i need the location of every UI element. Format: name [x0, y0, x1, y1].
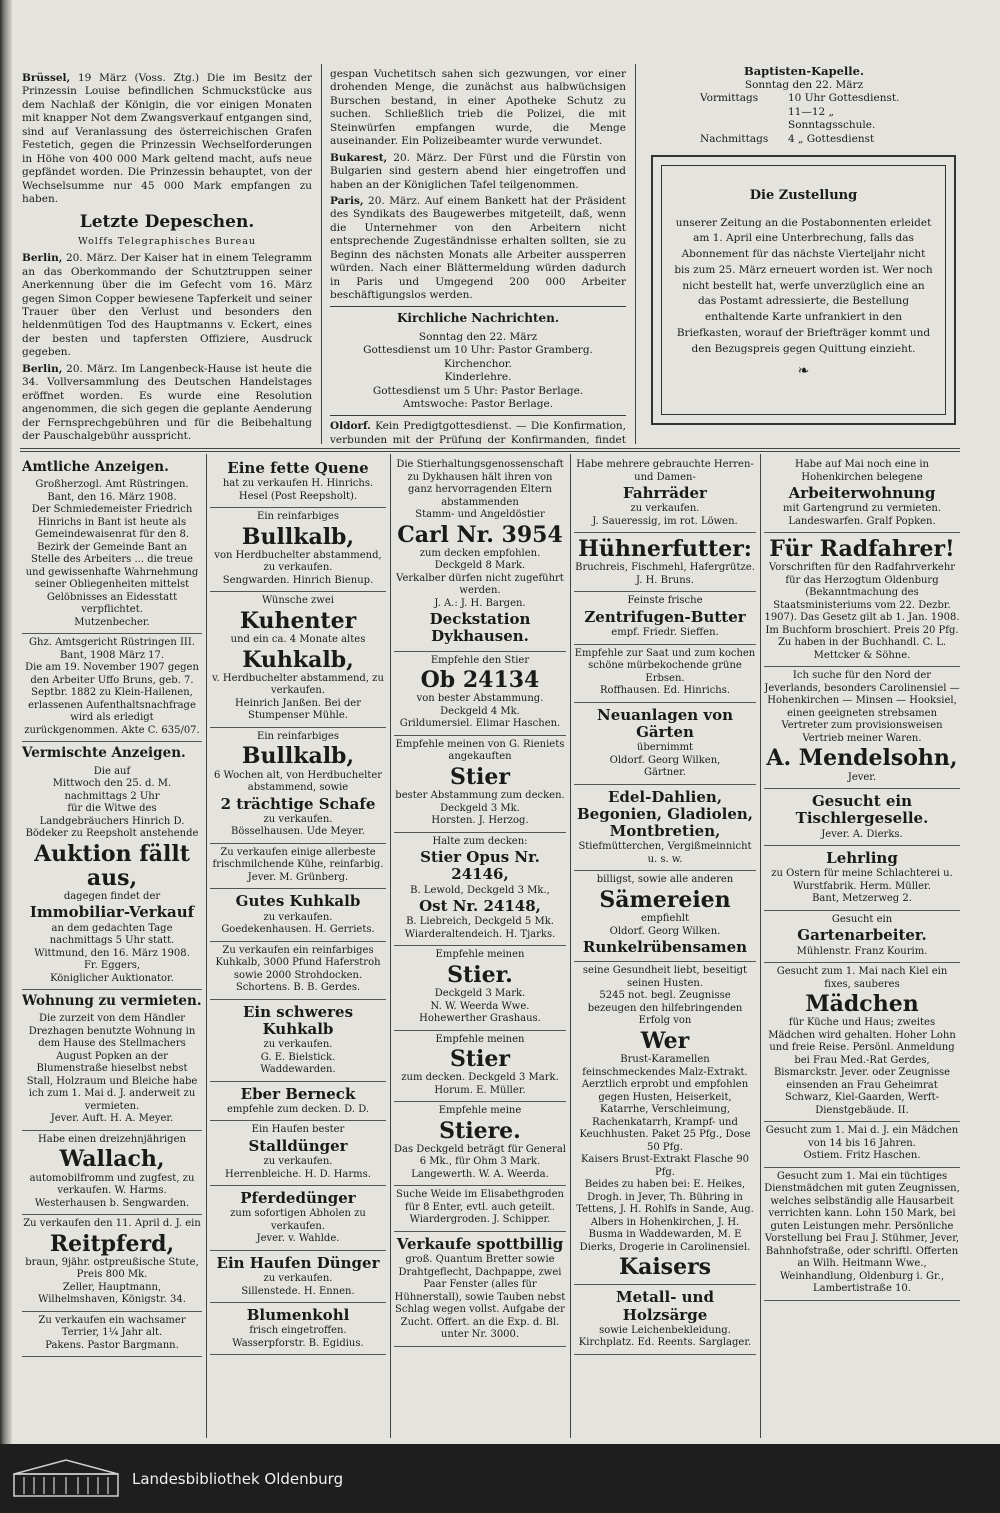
schedule-time-label: Vormittags	[700, 92, 759, 105]
ad-text-line: Brust-Karamellen	[620, 1054, 710, 1066]
dispatch-text: gespan Vuchetitsch sahen sich gezwungen, vor einer drohenden Menge, die zunächst aus halbwüchsigen Burschen bestand, in einer Apotheke Schutz zu suchen. Schließlich trieb die Polizei, die mit Steinwürfen empfangen wurde, die Menge auseinander. Ein Polizeibeamter wurde verwundet.	[330, 68, 626, 148]
ad-text-line: Großherzogl. Amt Rüstringen.	[35, 479, 189, 491]
ad-subheadline: Gutes Kuhkalb	[235, 892, 361, 911]
ad-text-line: Oldorf. Georg Wilken,	[609, 754, 721, 766]
column-rule	[635, 64, 636, 444]
ad-text-line: Der Schmiedemeister Friedrich Hinrichs in Bant ist heute als Gemeindewaisenrat für den 8. Bezirk der Gemeinde Bant an Stelle des Arbeiters ... die treue und gewissenhafte Wahrnehmung seiner Obliegenheiten mittelst Gelöbnisses an Eidesstatt verpflichtet.	[25, 504, 199, 616]
ad-text-line: braun, 9jähr. ostpreußische Stute, Preis 800 Mk.	[25, 1256, 199, 1281]
ad-block	[210, 942, 386, 1000]
ad-subheadline: Pferdedünger	[240, 1189, 356, 1207]
ad-text-line: zu Ostern für meine Schlachterei u. Wurstfabrik. Herm. Müller.	[771, 868, 953, 892]
footer-bar	[0, 1444, 1000, 1513]
ad-headline: Auktion fällt aus,	[34, 840, 190, 891]
dispatch-subheading: Wolffs Telegraphisches Bureau	[77, 236, 257, 248]
ad-block	[394, 652, 566, 736]
schedule-time-label	[700, 106, 788, 133]
ad-subheadline: Deckstation Dykhausen.	[429, 610, 531, 646]
ad-subheadline: Arbeiterwohnung	[788, 484, 936, 502]
dispatch-location: Berlin,	[22, 362, 63, 375]
ad-text-line: Wiarderaltendeich. H. Tjarks.	[404, 928, 556, 940]
ad-text-line: zu verkaufen.	[263, 1039, 333, 1050]
ad-text-line: Gärtner.	[644, 767, 686, 779]
news-paragraph	[22, 72, 312, 206]
ad-text-line: Ghz. Amtsgericht Rüstringen III.	[29, 637, 195, 649]
ad-text-line: Empfehle meinen von G. Rieniets angekauften	[395, 738, 565, 763]
ad-block	[394, 1102, 566, 1186]
delivery-notice-text: unserer Zeitung an die Postabonnenten erleidet am 1. April eine Unterbrechung, falls das Abonnement für das nächste Vierteljahr nicht bis zum 25. März erneuert worden ist. Wer noch nicht bestellt hat, werfe unverzüglich eine an das Postamt adressierte, die Bestellung enthaltende Karte unfrankiert in den Briefkasten, worauf der Briefträger kommt und den Bezugspreis gegen Quittung einzieht.	[674, 216, 933, 355]
ad-block	[394, 946, 566, 1030]
ad-block	[764, 1168, 960, 1301]
ad-text-line: Suche Weide im Elisabethgroden für 8 Enter, evtl. auch geteilt.	[396, 1189, 564, 1213]
dispatch-text: 19 März (Voss. Ztg.) Die im Besitz der Prinzessin Louise befindlichen Schmuckstücke aus dem Nachlaß der Königin, die vor einigen Monaten mit knapper Not dem Zwangsverkauf entgangen sind, sind auf Veranlassung des österreichischen Grafen Festetich, gegen die Prinzessin Wechselforderungen in Höhe von 400 000 Mark geltend macht, aufs neue gepfändet worden. Die Prinzessin behauptet, von der Wechselsumme nur 45 000 Mark empfangen zu haben.	[22, 72, 312, 205]
ad-block	[574, 871, 756, 962]
ad-text-line: Ich suche für den Nord der Jeverlands, besonders Carolinensiel — Hohenkirchen — Minsen — Hooksiel, einen geeigneten strebsamen Vertreter zum provisionsweisen Vertrieb meiner Waren.	[764, 670, 960, 744]
ad-text-line: groß. Quantum Bretter sowie Drahtgeflecht, Dachpappe, zwei Paar Fenster (alles für Hühnerstall), sowie Tauben nebst Schlag wegen vollst. Aufgabe der Zucht. Offert. an die Exp. d. Bl. unter Nr. 3000.	[394, 1254, 566, 1341]
dispatch-location: Paris,	[330, 194, 364, 207]
ad-text-line: Aerztlich erprobt und empfohlen gegen Husten, Heiserkeit, Katarrhe, Verschleimung, Rachenkatarrh, Krampf- und Keuchhusten. Paket 25 Pfg., Dose 50 Pfg.	[579, 1079, 751, 1153]
ad-text-line: Heinrich Janßen. Bei der Stumpenser Mühle.	[234, 697, 362, 722]
ad-text-line: Mühlenstr. Franz Kourim.	[796, 945, 928, 957]
ad-text-line: Jever. M. Grünberg.	[247, 871, 349, 883]
ad-text-line: und ein ca. 4 Monate altes	[230, 634, 366, 646]
dispatch-location: Berlin,	[22, 252, 63, 265]
ad-text-line: Bösselhausen. Ude Meyer.	[231, 826, 365, 838]
news-paragraph	[330, 68, 626, 149]
ad-block	[394, 456, 566, 652]
ad-subheadline: Stier Opus Nr. 24146,	[420, 848, 540, 884]
ad-text-line: J. H. Bruns.	[636, 574, 694, 586]
ad-text-line: empf. Friedr. Sieffen.	[611, 627, 719, 639]
ad-text-line: Hohewerther Grashaus.	[419, 1013, 541, 1024]
ad-block	[210, 1186, 386, 1251]
ad-block	[394, 1232, 566, 1347]
ad-headline: Stier	[450, 1046, 510, 1072]
ad-section-title: Vermischte Anzeigen.	[22, 745, 186, 762]
ad-headline: Bullkalb,	[241, 523, 355, 550]
ads-column-1	[22, 456, 202, 1436]
dispatch-heading: Letzte Depeschen.	[79, 212, 255, 233]
ad-text-line: Wiardergroden. J. Schipper.	[409, 1214, 551, 1226]
ad-text-line: Goedekenhausen. H. Gerriets.	[221, 924, 375, 935]
ad-block	[574, 592, 756, 644]
ad-text-line: Ostiem. Fritz Haschen.	[803, 1150, 921, 1162]
ad-text-line: für Küche und Haus; zweites Mädchen wird gehalten. Hoher Lohn und freie Reise. Persönl. Anmeldung bei Frau Med.-Rat Gerdes, Bismarckstr. Jever. oder Zeugnisse einsenden an Frau Geheimrat Schwarz, Kiel-Gaarden, Werft-Dienstgebäude. II.	[768, 1017, 956, 1116]
ad-block	[210, 1121, 386, 1186]
ad-text-line: hat zu verkaufen H. Hinrichs. Hesel (Post Reepsholt).	[222, 478, 374, 502]
ad-text-line: zum sofortigen Abholen zu verkaufen.	[230, 1208, 366, 1232]
ad-text-line: sowie Leichenbekleidung.	[599, 1324, 731, 1336]
ad-section-title: Wohnung zu vermieten.	[22, 993, 202, 1010]
ad-text-line: zum decken. Deckgeld 3 Mark.	[401, 1072, 559, 1084]
baptist-heading: Baptisten-Kapelle.	[744, 64, 864, 78]
ad-text-line: Ein reinfarbiges	[257, 511, 339, 523]
ad-text-line: Empfehle meine	[438, 1105, 522, 1117]
ads-column-5	[764, 456, 960, 1436]
ad-text-line: Kirchplatz. Ed. Reents. Sarglager.	[578, 1337, 752, 1349]
ad-text-line: mit Gartengrund zu vermieten.	[782, 503, 942, 515]
ad-text-line: Stamm- und Angeldöstier	[415, 509, 545, 520]
ad-text-line: Deckgeld 3 Mark.	[434, 988, 526, 999]
ad-text-line: Die Stierhaltungsgenossenschaft zu Dykhausen hält ihren von ganz hervorragenden Eltern abstammenden	[396, 459, 564, 508]
ad-text-line: Mutzenbecher.	[74, 616, 150, 628]
ad-subheadline: Eber Berneck	[240, 1084, 356, 1103]
schedule-event: 4 „ Gottesdienst	[788, 133, 875, 146]
dispatch-text: Kein Predigtgottesdienst. — Die Konfirmation, verbunden mit der Prüfung der Konfirmanden, findet	[330, 420, 626, 444]
column-rule	[321, 64, 322, 444]
ad-block	[394, 1031, 566, 1103]
ad-text-line: Habe auf Mai noch eine in Hohenkirchen belegene	[794, 459, 929, 483]
ad-block	[394, 1186, 566, 1232]
ad-block	[574, 1285, 756, 1355]
library-name: Landesbibliothek Oldenburg	[132, 1470, 344, 1488]
dispatch-location: Oldorf.	[330, 420, 371, 433]
column-rule	[570, 454, 571, 1438]
ad-text-line: Jever.	[847, 771, 877, 783]
ad-text-line: Jever. v. Wahlde.	[256, 1233, 340, 1245]
ad-text-line: zu verkaufen.	[263, 911, 333, 923]
ad-text-line: übernimmt	[636, 742, 694, 754]
church-line: Kinderlehre.	[444, 371, 512, 384]
ad-subheadline: Zentrifugen-Butter	[584, 607, 746, 626]
ad-text-line: Zu verkaufen einige allerbeste frischmilchende Kühe, reinfarbig.	[212, 846, 384, 871]
ad-subheadline: Metall- und Holzsärge	[616, 1288, 714, 1324]
ad-text-line: Zu verkaufen ein wachsamer Terrier, 1¼ Jahr alt.	[38, 1314, 186, 1339]
baptist-date: Sonntag den 22. März	[744, 78, 864, 91]
ad-text-line: G. E. Bielstick.	[260, 1051, 336, 1063]
ad-text-line: Waddewarden.	[260, 1064, 336, 1075]
ad-block	[574, 962, 756, 1285]
ad-block	[22, 742, 202, 990]
ad-text-line: Gesucht ein	[831, 913, 893, 925]
ad-headline: Ob 24134	[420, 667, 540, 694]
ad-text-line: Horum. E. Müller.	[434, 1084, 526, 1096]
ad-headline: Für Radfahrer!	[769, 536, 955, 563]
ad-text-line: Stiefmütterchen, Vergißmeinnicht u. s. w.	[578, 841, 752, 865]
ad-text-line: Empfehle zur Saat und zum kochen schöne mürbekochende grüne Erbsen.	[574, 647, 756, 684]
ad-headline: Hühnerfutter:	[578, 536, 752, 563]
dispatch-paragraph	[22, 363, 312, 444]
ad-text-line: 6 Wochen alt, von Herdbuchelter abstammend, sowie	[213, 769, 383, 793]
baptist-schedule	[648, 92, 960, 147]
ad-text-line: Empfehle den Stier	[430, 654, 530, 666]
ad-block	[764, 667, 960, 789]
ad-headline: Kuhenter	[239, 607, 357, 634]
ad-text-line: Habe mehrere gebrauchte Herren- und Damen-	[576, 459, 754, 483]
ad-block	[22, 1312, 202, 1358]
ad-text-line: feinschmeckendes Malz-Extrakt.	[582, 1066, 748, 1078]
divider	[330, 415, 626, 416]
ad-headline: A. Mendelsohn,	[766, 745, 958, 772]
ad-text-line: Empfehle meinen	[435, 949, 525, 961]
ad-block	[394, 833, 566, 947]
ads-column-4	[574, 456, 756, 1436]
ad-headline: Reitpferd,	[49, 1230, 175, 1257]
fleuron-icon: ❧	[797, 363, 810, 380]
ad-block	[210, 1303, 386, 1355]
page-binding-edge	[0, 0, 12, 1444]
ad-block	[22, 456, 202, 634]
ad-text-line: Zeller, Hauptmann, Wilhelmshaven, Königstr. 34.	[38, 1281, 186, 1306]
ad-text-line: Kaisers Brust-Extrakt Flasche 90 Pfg.	[581, 1154, 749, 1178]
ad-block	[210, 1082, 386, 1122]
ad-subheadline: Verkaufe spottbillig	[396, 1234, 564, 1253]
ad-block	[764, 533, 960, 667]
ad-block	[574, 785, 756, 872]
ad-text-line: Das Deckgeld beträgt für General 6 Mk., für Ohm 3 Mark.	[394, 1143, 566, 1168]
ad-text-line: Gesucht zum 1. Mai d. J. ein Mädchen von 14 bis 16 Jahren.	[765, 1125, 959, 1149]
delivery-notice-box	[651, 155, 956, 425]
ad-headline: Stier	[450, 763, 510, 790]
top-middle-column	[330, 68, 626, 444]
ad-text-line: zum decken empfohlen.	[419, 547, 541, 559]
ad-headline: Stier.	[447, 961, 513, 988]
ad-text-line: Empfehle meinen	[435, 1033, 525, 1045]
ad-block	[394, 736, 566, 833]
ad-block	[574, 703, 756, 785]
ad-text-line: Zu verkaufen ein reinfarbiges Kuhkalb, 3000 Pfund Haferstroh sowie 2000 Strohdocken.	[215, 944, 381, 981]
ad-text-line: Zu verkaufen den 11. April d. J. ein	[23, 1218, 201, 1230]
ad-text-line: Grildumersiel. Elimar Haschen.	[399, 718, 561, 730]
ad-block	[764, 789, 960, 846]
column-rule	[760, 454, 761, 1438]
ad-text-line: v. Herdbuchelter abstammend, zu verkaufen.	[212, 672, 384, 697]
ad-block	[210, 1000, 386, 1082]
ad-subheadline: 2 trächtige Schafe	[220, 794, 376, 813]
ad-block	[764, 963, 960, 1122]
ad-text-line: Bant, den 16. März 1908.	[47, 491, 177, 503]
ad-text-line: J. Saueressig, im rot. Löwen.	[592, 515, 738, 527]
ad-headline: Stiere.	[439, 1117, 521, 1144]
church-line: Kirchenchor.	[443, 357, 512, 370]
dispatch-location: Brüssel,	[22, 72, 71, 84]
ad-block	[22, 1215, 202, 1312]
ad-subheadline: Eine fette Quene	[227, 459, 369, 477]
ad-text-line: frisch eingetroffen.	[249, 1325, 347, 1337]
ad-subheadline: Fahrräder	[623, 484, 707, 502]
ad-text-line: billigst, sowie alle anderen	[596, 874, 734, 886]
ad-text-line: Bant, Metzerweg 2.	[812, 893, 912, 905]
ad-text-line: Wasserpforstr. B. Egidius.	[232, 1337, 364, 1349]
column-rule	[390, 454, 391, 1438]
ad-text-line: Gesucht zum 1. Mai nach Kiel ein fixes, sauberes	[776, 966, 948, 990]
ad-text-line: Bruchreis, Fischmehl, Hafergrütze.	[575, 562, 755, 574]
ad-text-line: seine Gesundheit liebt, beseitigt seinen Husten.	[582, 965, 748, 989]
ad-text-line: von bester Abstammung. Deckgeld 4 Mk.	[416, 693, 544, 717]
ad-headline: Bullkalb,	[241, 743, 355, 770]
ad-section-title: Amtliche Anzeigen.	[22, 459, 169, 475]
ad-headline: Carl Nr. 3954	[397, 521, 563, 548]
ad-text-line: B. Liebreich, Deckgeld 5 Mk.	[406, 916, 554, 928]
ad-text-line: Halte zum decken:	[432, 835, 528, 847]
dispatch-paragraph	[22, 252, 312, 360]
ad-text-line: zu verkaufen.	[263, 813, 333, 825]
ad-text-line: Habe einen dreizehnjährigen	[38, 1133, 186, 1145]
dispatch-text: 20. März. Der Kaiser hat in einem Telegramm an das Oberkommando der Schutztruppen seiner Anerkennung über die im Gefecht vom 16. März gegen Simon Copper bewiesene Tapferkeit und seiner Trauer über den Verlust und besonders den heldenmütigen Tod des Hauptmanns v. Eckert, eines der besten und tapfersten Offiziere, Ausdruck gegeben.	[22, 252, 312, 359]
ad-text-line: empfehle zum decken. D. D.	[226, 1103, 370, 1115]
ad-block	[22, 1131, 202, 1215]
ad-headline: Kuhkalb,	[242, 646, 354, 673]
ad-text-line: Wünsche zwei	[262, 595, 334, 607]
ad-text-line: zu verkaufen.	[263, 1273, 333, 1284]
ad-block	[210, 844, 386, 890]
ad-text-line: Deckgeld 8 Mark.	[434, 560, 526, 572]
ad-block	[764, 456, 960, 533]
ad-text-line: zu verkaufen.	[630, 503, 700, 515]
ad-text-line: Langewerth. W. A. Weerda.	[411, 1168, 549, 1180]
ad-block	[210, 889, 386, 941]
ad-text-line: bester Abstammung zum decken. Deckgeld 3 Mk.	[395, 790, 565, 814]
dispatch-text: 20. März. Im Langenbeck-Hause ist heute die 34. Vollversammlung des Deutschen Handelstages eröffnet worden. Es wurde eine Resolution angenommen, die sich gegen die geplante Aenderung der Fernsprechgebühren und für die Beibehaltung der Pauschalgebühr ausspricht.	[22, 362, 312, 442]
dispatch-location: Bukarest,	[330, 151, 388, 164]
ad-text-line: Jever. Auft. H. A. Meyer.	[50, 1113, 174, 1125]
ad-text-line: Bant, 1908 März 17.	[59, 649, 165, 661]
ad-subheadline: Edel-Dahlien, Begonien, Gladiolen, Montbretien,	[576, 787, 753, 841]
ad-block	[764, 1122, 960, 1168]
ad-block	[210, 508, 386, 592]
ad-headline: Kaisers	[618, 1254, 712, 1281]
ad-text-line: Herrenbleiche. H. D. Harms.	[225, 1168, 371, 1180]
ad-text-line: 5245 not. begl. Zeugnisse bezeugen den hilfebringenden Erfolg von	[587, 990, 743, 1027]
ad-text-line: Vorschriften für den Radfahrverkehr für das Herzogtum Oldenburg (Bekanntmachung des Staatsministeriums vom 22. Dezbr. 1907). Das Gesetz gilt ab 1. Jan. 1908. Im Buchform broschiert. Preis 20 Pfg. Zu haben in der Buchhandl. C. L. Mettcker & Söhne.	[764, 562, 960, 661]
church-line: Gottesdienst um 10 Uhr: Pastor Gramberg.	[363, 344, 593, 357]
ad-headline: Wer	[640, 1027, 690, 1054]
dispatch-text: 20. März. Der Fürst und die Fürstin von Bulgarien sind gestern abend hier eingetroffen und haben an der Königlichen Tafel teilgenommen.	[330, 151, 626, 191]
ad-subheadline: Ost Nr. 24148,	[419, 897, 541, 916]
ad-text-line: Verkalber dürfen nicht zugeführt werden.	[396, 572, 564, 597]
ad-text-line: von Herdbuchelter abstammend, zu verkaufen.	[214, 549, 382, 574]
ad-text-line: B. Lewold, Deckgeld 3 Mk.,	[410, 884, 550, 896]
ad-text-line: N. W. Weerda Wwe.	[430, 1000, 530, 1012]
ad-subheadline: Lehrling	[826, 849, 898, 868]
ad-block	[210, 456, 386, 508]
ad-subheadline: Stalldünger	[248, 1136, 348, 1155]
top-left-column	[22, 72, 312, 444]
ad-headline: Wallach,	[59, 1146, 165, 1173]
ad-block	[210, 592, 386, 727]
ad-block	[764, 911, 960, 963]
ad-headline: Mädchen	[805, 991, 919, 1018]
ad-text-line: an dem gedachten Tage nachmittags 5 Uhr statt.	[49, 922, 175, 947]
dispatch-text: 20. März. Auf einem Bankett hat der Präsident des Syndikats des Baugewerbes mitgeteilt, daß, wenn die Unternehmer von den Arbeitern nicht entsprechende Zugeständnisse erhalten sollten, sie zu Beginn des nächsten Monats alle Arbeiter aussperren würden. Nach einer Blättermeldung würden dadurch in Paris und Umgegend 200 000 Arbeiter beschäftigungslos werden.	[330, 194, 626, 301]
ad-block	[574, 645, 756, 703]
ad-block	[22, 634, 202, 742]
ad-text-line: Beides zu haben bei: E. Heikes, Drogh. in Jever, Th. Bühring in Tettens, J. H. Rohlfs in Sande, Aug. Albers in Hohenkirchen, J. H. Busma in Waddewarden, M. E Dierks, Drogerie in Carolinensiel.	[576, 1179, 754, 1253]
ad-subheadline: Neuanlagen von Gärten	[597, 705, 733, 741]
ad-block	[210, 1251, 386, 1303]
ad-text-line: Sillenstede. H. Ennen.	[241, 1285, 355, 1297]
ad-text-line: Mittwoch den 25. d. M. nachmittags 2 Uhr	[52, 778, 172, 802]
ad-text-line: Die auf	[93, 765, 131, 777]
ad-block	[764, 846, 960, 911]
ad-text-line: Ein Haufen bester	[251, 1124, 345, 1136]
ad-text-line: Gesucht zum 1. Mai ein tüchtiges Dienstmädchen mit guten Zeugnissen, welches selbständig alle Hausarbeit verrichten kann. Lohn 150 Mark, bei guten Leistungen mehr. Persönliche Vorstellung bei Frau J. Stühmer, Jever, Bahnhofstraße, oder schriftl. Offerten an Wilh. Heitmann Wwe., Weinhandlung, Oldenburg i. Gr., Lambertistraße 10.	[764, 1170, 960, 1295]
ad-text-line: zu verkaufen.	[263, 1156, 333, 1167]
ad-text-line: Ein reinfarbiges	[257, 730, 339, 742]
ad-text-line: empfiehlt	[640, 913, 690, 925]
ad-text-line: Pakens. Pastor Bargmann.	[45, 1339, 179, 1351]
ad-text-line: automobilfromm und zugfest, zu verkaufen. W. Harms. Westerhausen b. Sengwarden.	[29, 1172, 195, 1209]
schedule-event: 10 Uhr Gottesdienst.	[788, 92, 900, 105]
ad-subheadline: Gartenarbeiter.	[797, 926, 927, 945]
ad-text-line: Landeswarfen. Gralf Popken.	[788, 515, 936, 527]
ad-text-line: J. A.: J. H. Bargen.	[434, 597, 526, 609]
ad-block	[210, 728, 386, 844]
church-line: Amtswoche: Pastor Berlage.	[402, 397, 554, 410]
ad-block	[574, 533, 756, 592]
ad-subheadline: Runkelrübensamen	[582, 938, 748, 957]
ad-text-line: Sengwarden. Hinrich Bienup.	[222, 574, 374, 586]
ad-text-line: Oldorf. Georg Wilken.	[609, 925, 721, 937]
news-paragraph	[330, 152, 626, 192]
ad-headline: Sämereien	[599, 886, 731, 913]
ad-text-line: Roffhausen. Ed. Hinrichs.	[599, 685, 731, 697]
top-right-column	[648, 64, 960, 154]
ad-text-line: Wittmund, den 16. März 1908.	[34, 947, 190, 959]
ad-subheadline: Blumenkohl	[246, 1306, 350, 1324]
ad-block	[22, 990, 202, 1131]
ad-subheadline: Gesucht ein Tischlergeselle.	[795, 792, 929, 828]
ad-text-line: Königlicher Auktionator.	[50, 972, 174, 984]
schedule-event: 11—12 „ Sonntagsschule.	[788, 105, 876, 132]
ad-text-line: Die zurzeit von dem Händler Drezhagen benutzte Wohnung in dem Hause des Stellmachers August Popken an der Blumenstraße hieselbst nebst Stall, Holzraum und Bleiche habe ich zum 1. Mai d. J. anderweit zu vermieten.	[26, 1013, 198, 1112]
ad-subheadline: Immobiliar-Verkauf	[29, 903, 195, 922]
ads-column-2	[210, 456, 386, 1436]
ad-text-line: Feinste frische	[627, 595, 703, 607]
ad-text-line: Die am 19. November 1907 gegen den Arbeiter Uffo Bruns, geb. 7. Septbr. 1882 zu Klein-Hailenen, erlassenen Aufenthaltsnachfrage wird als erledigt zurückgenommen. Akte C. 635/07.	[24, 662, 200, 736]
section-rule	[20, 448, 960, 449]
ads-column-3	[394, 456, 566, 1436]
ad-text-line: Schortens. B. B. Gerdes.	[235, 982, 361, 993]
ad-text-line: Jever. A. Dierks.	[821, 828, 903, 840]
ad-subheadline: Ein Haufen Dünger	[216, 1253, 380, 1272]
news-paragraph	[330, 195, 626, 303]
ad-text-line: Horsten. J. Herzog.	[431, 815, 529, 827]
ad-text-line: Fr. Eggers,	[83, 960, 141, 972]
church-heading: Kirchliche Nachrichten.	[396, 311, 560, 326]
church-line: Sonntag den 22. März	[418, 330, 538, 343]
church-line: Gottesdienst um 5 Uhr: Pastor Berlage.	[372, 384, 584, 397]
church-notice	[330, 420, 626, 444]
schedule-time-label: Nachmittags	[700, 133, 769, 146]
column-rule	[206, 454, 207, 1438]
ad-text-line: dagegen findet der	[63, 890, 161, 902]
ad-block	[574, 456, 756, 533]
ad-subheadline: Ein schweres Kuhkalb	[242, 1002, 354, 1038]
section-rule	[20, 451, 960, 452]
divider	[330, 306, 626, 307]
ad-text-line: für die Witwe des Landgebräuchers Hinrich D. Bödeker zu Reepsholt anstehende	[25, 803, 199, 840]
library-building-icon	[12, 1458, 120, 1498]
delivery-notice-title: Die Zustellung	[749, 188, 858, 203]
